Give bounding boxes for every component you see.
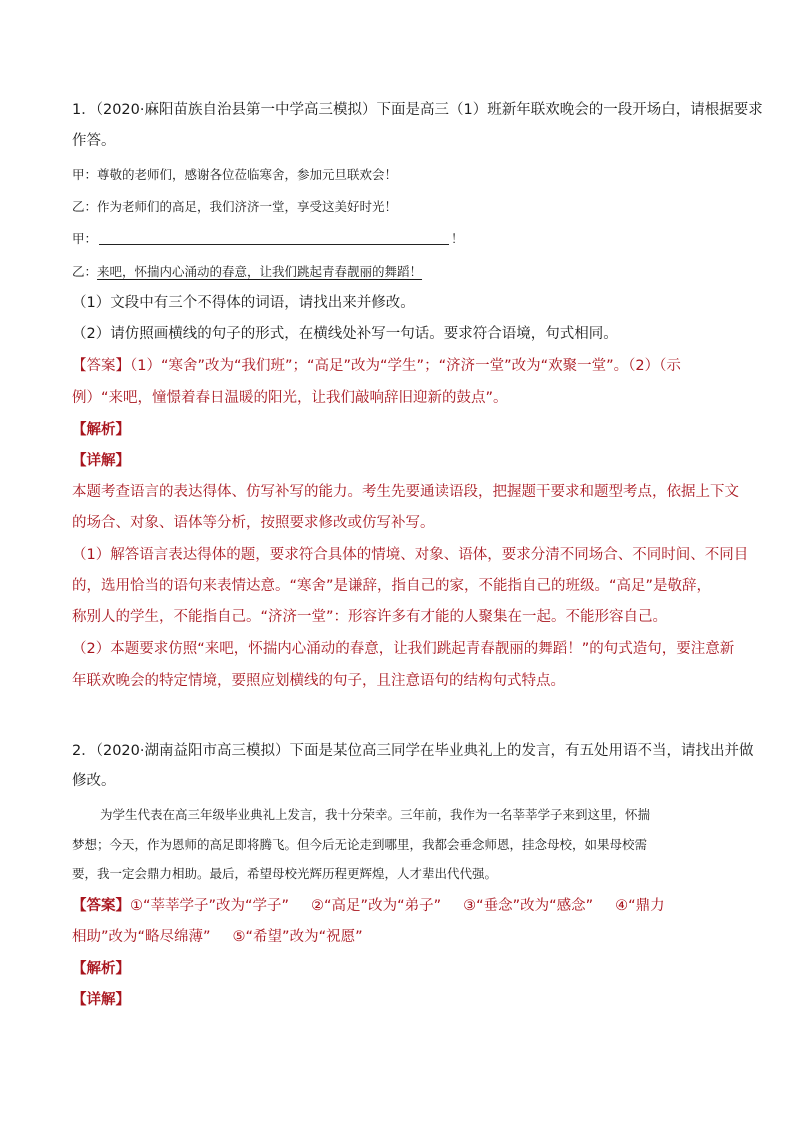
q1-detail-line: 称别人的学生，不能指自己。“济济一堂”：形容许多有才能的人聚集在一起。不能形容自己。 <box>72 609 668 625</box>
q1-detail-line: （2）本题要求仿照“来吧，怀揣内心涌动的春意，让我们跳起青春靓丽的舞蹈！”的句式造句，要注意新 <box>72 641 735 657</box>
q1-detail-line: 的场合、对象、语体等分析，按照要求修改或仿写补写。 <box>72 515 435 531</box>
q1-dialogue-a: 甲：尊敬的老师们，感谢各位莅临寒舍，参加元旦联欢会！ <box>72 167 398 182</box>
q1-detail-line: 本题考查语言的表达得体、仿写补写的能力。考生先要通读语段，把握题干要求和题型考点，依据上下文 <box>72 484 739 500</box>
q2-passage-line: 为学生代表在高三年级毕业典礼上发言，我十分荣幸。三年前，我作为一名莘莘学子来到这里，怀揣 <box>100 807 651 822</box>
q1-title-cont: 作答。 <box>72 133 116 149</box>
q1-detail-line: 年联欢晚会的特定情境，要照应划横线的句子，且注意语句的结构句式特点。 <box>72 673 565 689</box>
q2-answer-cont: 相助”改为“略尽绵薄” ⑤“希望”改为“祝愿” <box>72 929 363 945</box>
q2-passage-line: 要，我一定会鼎力相助。最后，希望母校光辉历程更辉煌，人才辈出代代强。 <box>72 866 498 881</box>
q1-detail-line: 的，选用恰当的语句来表情达意。“寒舍”是谦辞，指自己的家，不能指自己的班级。“高足”是敬辞， <box>72 578 712 594</box>
q1-answer-cont: 例）“来吧，憧憬着春日温暖的阳光，让我们敲响辞旧迎新的鼓点”。 <box>72 390 508 406</box>
q2-title-cont: 修改。 <box>72 773 116 789</box>
q2-analysis-heading: 【解析】 <box>72 961 130 977</box>
q1-fill-blank[interactable] <box>99 230 449 245</box>
q1-detail-line: （1）解答语言表达得体的题，要求符合具体的情境、对象、语体，要求分清不同场合、不同时间、不同目 <box>72 547 749 563</box>
q2-passage-line: 梦想；今天，作为恩师的高足即将腾飞。但今后无论走到哪里，我都会垂念师恩，挂念母校，如果母校需 <box>72 837 648 852</box>
q1-title: 1．（2020·麻阳苗族自治县第一中学高三模拟）下面是高三（1）班新年联欢晚会的一段开场白，请根据要求 <box>72 102 763 118</box>
q1-answer: 【答案】（1）“寒舍”改为“我们班”；“高足”改为“学生”；“济济一堂”改为“欢聚一堂”。（2）（示 <box>72 358 681 374</box>
q2-answer: 【答案】①“莘莘学子”改为“学子” ②“高足”改为“弟子” ③“垂念”改为“感念” ④“鼎力 <box>72 898 665 914</box>
q1-dialogue-c: 甲： ！ <box>72 231 464 246</box>
underlined-sentence: 来吧，怀揣内心涌动的春意，让我们跳起青春靓丽的舞蹈！ <box>97 264 423 279</box>
q1-detail-heading: 【详解】 <box>72 453 130 469</box>
q1-subquestion-1: （1）文段中有三个不得体的词语，请找出来并修改。 <box>72 295 415 311</box>
q1-analysis-heading: 【解析】 <box>72 422 130 438</box>
q2-detail-heading: 【详解】 <box>72 992 130 1008</box>
q1-subquestion-2: （2）请仿照画横线的句子的形式，在横线处补写一句话。要求符合语境，句式相同。 <box>72 326 618 342</box>
q1-dialogue-d: 乙：来吧，怀揣内心涌动的春意，让我们跳起青春靓丽的舞蹈！ <box>72 264 423 279</box>
q2-title: 2．（2020·湖南益阳市高三模拟）下面是某位高三同学在毕业典礼上的发言，有五处用语不当，请找出并做 <box>72 743 754 759</box>
q1-dialogue-b: 乙：作为老师们的高足，我们济济一堂，享受这美好时光！ <box>72 199 398 214</box>
